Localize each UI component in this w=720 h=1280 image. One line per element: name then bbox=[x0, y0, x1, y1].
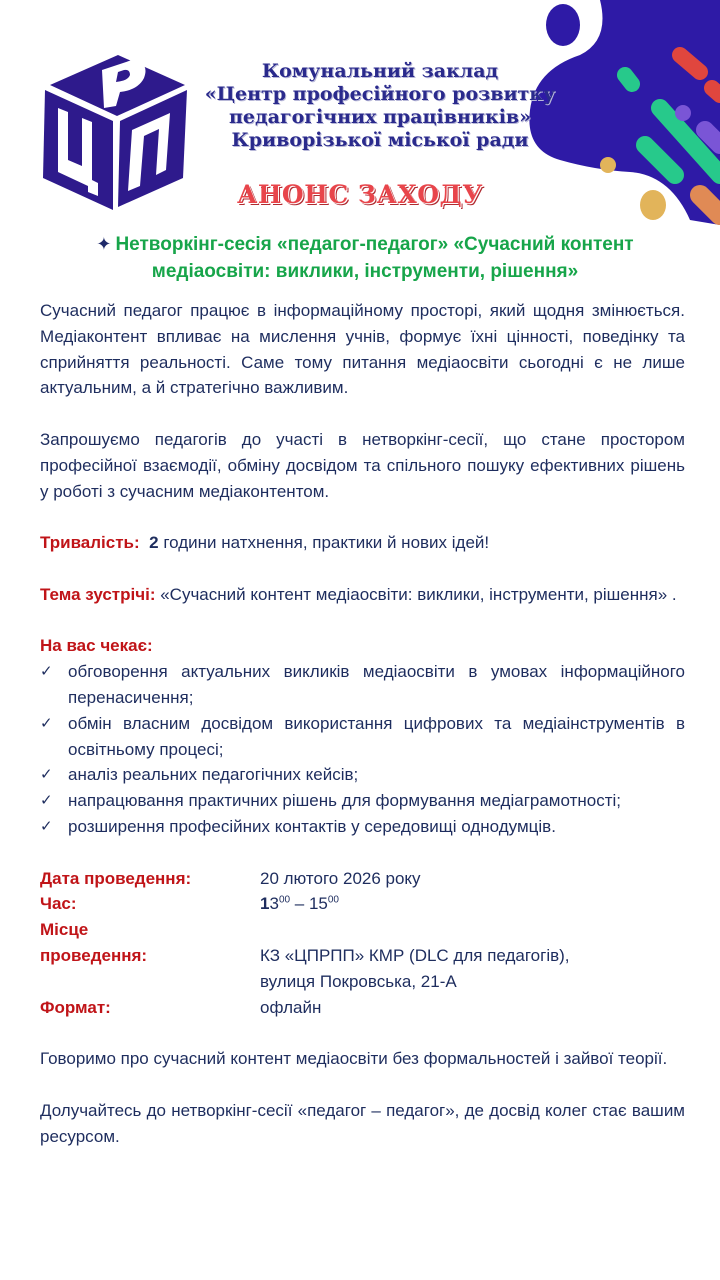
list-item bbox=[40, 814, 685, 840]
list-item bbox=[40, 659, 685, 711]
sparkles-icon: ✦ bbox=[96, 234, 112, 254]
time-label: Час: bbox=[40, 894, 77, 914]
main-content bbox=[40, 298, 685, 1149]
checkmark-icon: ✓ bbox=[40, 663, 53, 681]
org-line: педагогічних працівників» bbox=[229, 106, 531, 128]
list-item-text: обговорення актуальних викликів медіаосвіти в умовах інформаційного перенасичення; bbox=[68, 662, 685, 707]
org-line: Криворізької міської ради bbox=[231, 129, 529, 151]
duration-line bbox=[40, 530, 685, 556]
announce-heading: АНОНС ЗАХОДУ bbox=[236, 180, 484, 209]
time-value bbox=[260, 891, 685, 917]
awaits-label: На вас чекає: bbox=[40, 636, 153, 656]
place-value-line-2: вулиця Покровська, 21-А bbox=[260, 971, 457, 991]
topic-label: Тема зустрічі: bbox=[40, 584, 156, 604]
time-start-bold: 1 bbox=[260, 894, 270, 914]
event-details bbox=[40, 866, 685, 1021]
checkmark-icon: ✓ bbox=[40, 817, 53, 835]
list-item bbox=[40, 788, 685, 814]
closing-paragraph-2: Долучайтесь до нетворкінг-сесії «педагог – педагог», де досвід колег стає вашим ресурсом. bbox=[40, 1100, 685, 1146]
intro-paragraph-2: Запрошуємо педагогів до участі в нетворкінг-сесії, що стане простором професійної взаємодії, обміну досвідом та спільного пошуку ефективних рішень у роботі з сучасним медіаконтентом. bbox=[40, 429, 685, 501]
event-title bbox=[40, 231, 690, 285]
duration-text: години натхнення, практики й нових ідей! bbox=[158, 533, 490, 553]
list-item-text: напрацювання практичних рішень для формування медіаграмотності; bbox=[68, 791, 621, 811]
topic-text: «Сучасний контент медіаосвіти: виклики, інструменти, рішення» . bbox=[155, 584, 677, 604]
logo-cube bbox=[40, 50, 190, 210]
date-value: 20 лютого 2026 року bbox=[260, 868, 421, 888]
place-value-line-1: КЗ «ЦПРПП» КМР (DLC для педагогів), bbox=[260, 945, 570, 965]
list-item-text: обмін власним досвідом використання цифрових та медіаінструментів в освітньому процесі; bbox=[68, 713, 685, 759]
place-label-line-2: проведення: bbox=[40, 945, 148, 965]
list-item-text: аналіз реальних педагогічних кейсів; bbox=[68, 765, 359, 785]
checkmark-icon: ✓ bbox=[40, 792, 53, 810]
org-line: «Центр професійного розвитку bbox=[204, 83, 556, 105]
organization-name bbox=[190, 60, 570, 152]
format-value: офлайн bbox=[260, 997, 322, 1017]
place-label-line-1: Місце bbox=[40, 920, 89, 940]
duration-label: Тривалість: bbox=[40, 533, 140, 553]
time-separator: – 15 bbox=[290, 894, 328, 914]
format-label: Формат: bbox=[40, 997, 111, 1017]
event-title-text: Нетворкінг-сесія «педагог-педагог» «Сучасний контент медіаосвіти: виклики, інструменти, рішення» bbox=[115, 234, 634, 282]
intro-paragraph-1: Сучасний педагог працює в інформаційному просторі, який щодня змінюється. Медіаконтент впливає на мислення учнів, формує їхні цінності, поведінку та сприйняття реальності. Саме тому питання медіаосвіти сьогодні є не лише актуальним, а й стратегічно важливим. bbox=[40, 301, 685, 398]
topic-line bbox=[40, 582, 685, 608]
checkmark-icon: ✓ bbox=[40, 766, 53, 784]
list-item bbox=[40, 711, 685, 763]
list-item-text: розширення професійних контактів у середовищі однодумців. bbox=[68, 816, 556, 836]
time-start-rest: 3 bbox=[269, 894, 279, 914]
org-line: Комунальний заклад bbox=[261, 60, 499, 82]
time-start-sup: 00 bbox=[278, 894, 291, 906]
closing-paragraph-1: Говоримо про сучасний контент медіаосвіти без формальностей і зайвої теорії. bbox=[40, 1049, 668, 1069]
date-label: Дата проведення: bbox=[40, 868, 192, 888]
time-end-sup: 00 bbox=[327, 894, 339, 906]
list-item bbox=[40, 762, 685, 788]
duration-number: 2 bbox=[149, 533, 159, 553]
checkmark-icon: ✓ bbox=[40, 714, 53, 732]
